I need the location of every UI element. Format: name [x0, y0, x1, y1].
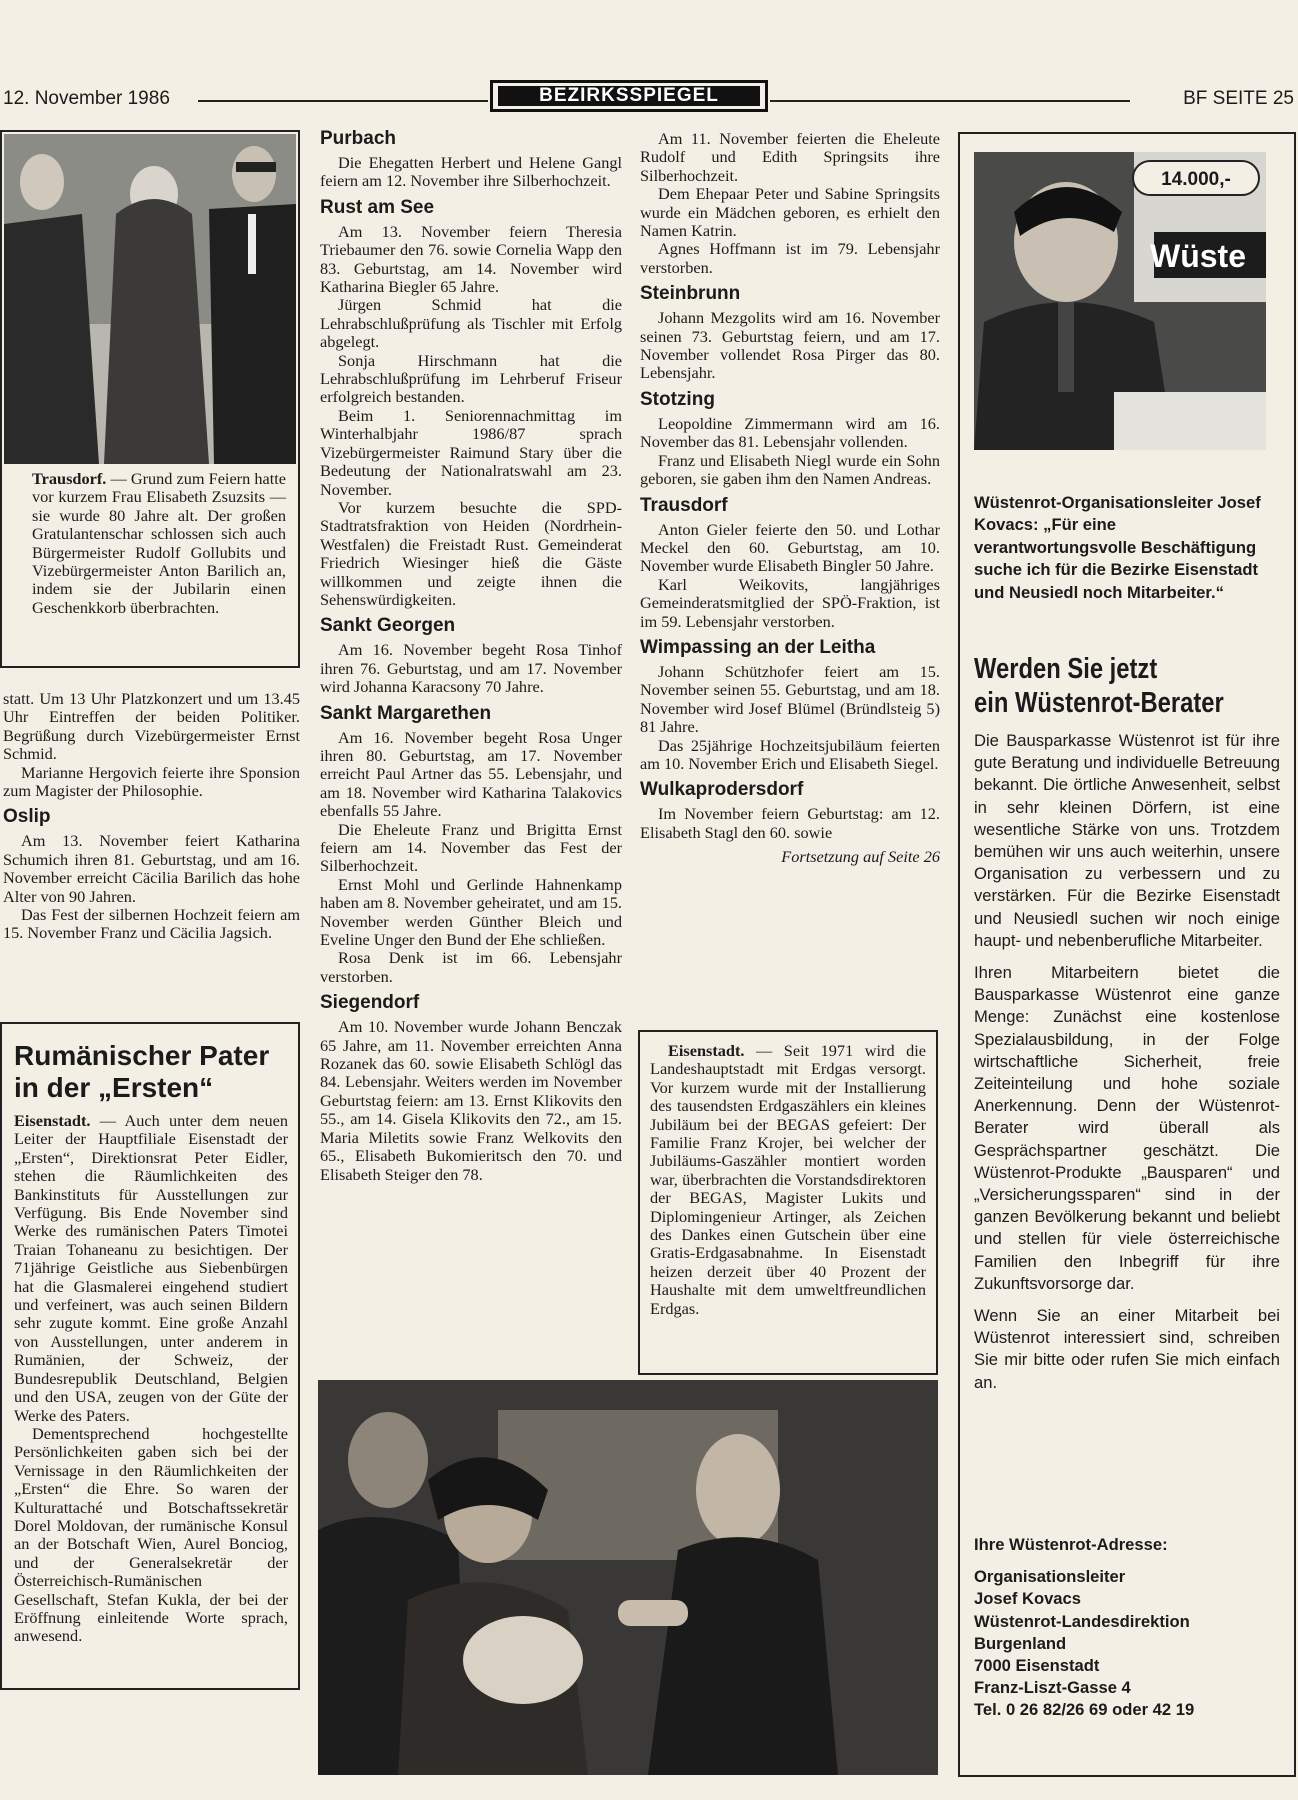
- caption-place: Trausdorf.: [32, 469, 107, 488]
- siegendorf-heading: Siegendorf: [320, 992, 420, 1014]
- paragraph: Die Bausparkasse Wüstenrot ist für ihre gute Beratung und individuelle Betreuung bekannt. Die örtliche Anwesenheit, selbst in sehr kleinen Dörfern, ist eine wesentliche Stärke von uns. Trotzdem bemühen wir uns auch weiterhin, unsere Organisation zu verbessern und zu verstärken. Für die Bezirke Eisenstadt und Neusiedl suchen wir noch einige haupt- und nebenberufliche Mitarbeiter.: [974, 731, 1280, 950]
- address-line: Franz-Liszt-Gasse 4: [974, 1678, 1131, 1698]
- col1-continuation: [3, 690, 300, 943]
- caption-text: — Grund zum Feiern hatte vor kurzem Frau Elisabeth Zsuzsits — sie wurde 80 Jahre alt. Der großen Gratulantenschar schlossen sich auch Bürgermeister Rudolf Gollubits und Vizebürgermeister Anton Barilich an, indem sie der Jubilarin einen Geschenkkorb überbrachten.: [32, 469, 286, 617]
- header-rule-right: [770, 100, 1130, 102]
- kovacs-photo-figures: [974, 152, 1266, 450]
- handshake-photo: [318, 1380, 938, 1775]
- paragraph: Ernst Mohl und Gerlinde Hahnenkamp haben am 8. November geheiratet, und am 15. November werden Günther Bleich und Eveline Unger den Bund der Ehe schließen.: [320, 874, 622, 950]
- paragraph: Beim 1. Seniorennachmittag im Winterhalbjahr 1986/87 sprach Vizebürgermeister Raimund Stary über die Bedeutung der Nationalratswahl am 23. November.: [320, 405, 622, 499]
- paragraph: Marianne Hergovich feierte ihre Sponsion zum Magister der Philosophie.: [3, 762, 300, 801]
- ad-photo-caption: Wüstenrot-Organisationsleiter Josef Kovacs: „Für eine verantwortungsvolle Beschäftigung suche ich für die Bezirke Eisenstadt und Neusiedl noch Mitarbeiter.“: [974, 493, 1261, 602]
- address-line: 7000 Eisenstadt: [974, 1656, 1100, 1676]
- section-banner: [490, 80, 768, 112]
- paragraph: Das 25jährige Hochzeitsjubiläum feierten am 10. November Erich und Elisabeth Siegel.: [640, 735, 940, 773]
- col3-local-news: [640, 130, 940, 867]
- paragraph: Leopoldine Zimmermann wird am 16. November das 81. Lebensjahr vollenden.: [640, 413, 940, 452]
- paragraph: Agnes Hoffmann ist im 79. Lebensjahr verstorben.: [640, 239, 940, 277]
- issue-date: 12. November 1986: [3, 88, 170, 109]
- paragraph: statt. Um 13 Uhr Platzkonzert und um 13.45 Uhr Eintreffen der beiden Politiker. Begrüßung durch Vizebürgermeister Ernst Schmid.: [3, 689, 300, 764]
- paragraph: — Seit 1971 wird die Landeshauptstadt mit Erdgas versorgt. Vor kurzem wurde mit der Installierung des tausendsten Erdgaszählers ein kleines Jubiläum bei der BEGAS gefeiert: Der Familie Franz Krojer, bei welcher der Jubiläums-Gaszähler montiert worden war, überbrachten die Vorstandsdirektoren der BEGAS, Magister Lukits und Diplomingenieur Artinger, als Zeichen des Dankes einen Gutschein über eine Gratis-Erdgasabnahme. In Eisenstadt heizen derzeit über 40 Prozent der Haushalte mit dem umweltfreundlichen Erdgas.: [650, 1041, 926, 1318]
- paragraph: Am 16. November begeht Rosa Tinhof ihren 76. Geburtstag, und am 17. November wird Johanna Karacsony 70 Jahre.: [320, 640, 622, 697]
- address-title: Ihre Wüstenrot-Adresse:: [974, 1535, 1168, 1554]
- wimpassing-heading: Wimpassing an der Leitha: [640, 636, 876, 658]
- georgen-heading: Sankt Georgen: [320, 615, 456, 637]
- header-rule-left: [198, 100, 488, 102]
- article-place: Eisenstadt.: [14, 1111, 91, 1130]
- continued-note: Fortsetzung auf Seite 26: [781, 847, 940, 867]
- paragraph: Rosa Denk ist im 66. Lebensjahr verstorben.: [320, 948, 622, 986]
- wuestenrot-ad: [958, 132, 1296, 1777]
- trausdorf-photo-figures: [4, 134, 296, 464]
- paragraph: Franz und Elisabeth Niegl wurde ein Sohn geboren, sie gaben ihm den Namen Andreas.: [640, 450, 940, 489]
- handshake-photo-figures: [318, 1380, 938, 1775]
- paragraph: Johann Schützhofer feiert am 15. November seinen 55. Geburtstag, und am 18. November wird Josef Blümel (Bründlsteig 5) 81 Jahre.: [640, 661, 940, 737]
- gas-jubilee-box: [638, 1030, 938, 1375]
- headline-line-2: in der „Ersten“: [14, 1072, 214, 1103]
- address-line: Organisationsleiter: [974, 1567, 1126, 1587]
- brand-sign: Wüste: [1150, 238, 1246, 274]
- rust-heading: Rust am See: [320, 196, 435, 218]
- trausdorf-photo-caption: [32, 470, 286, 617]
- box-place: Eisenstadt.: [668, 1041, 745, 1060]
- paragraph: Die Ehegatten Herbert und Helene Gangl feiern am 12. November ihre Silberhochzeit.: [320, 153, 622, 191]
- margarethen-heading: Sankt Margarethen: [320, 702, 492, 724]
- paragraph: Anton Gieler feierte den 50. und Lothar Meckel den 60. Geburtstag, am 10. November wurde Elisabeth Bingler 50 Jahre.: [640, 519, 940, 576]
- ad-address: [974, 1534, 1280, 1722]
- paragraph: Johann Mezgolits wird am 16. November seinen 73. Geburtstag feiern, und am 17. November vollendet Rosa Pirger das 80. Lebensjahr.: [640, 308, 940, 383]
- address-line: Josef Kovacs: [974, 1589, 1081, 1609]
- paragraph: — Auch unter dem neuen Leiter der Hauptfiliale Eisenstadt der „Ersten“, Direktionsrat Peter Eidler, stehen die Räumlichkeiten des Bankinstituts für Ausstellungen zur Verfügung. Bis Ende November sind Werke des rumänischen Paters Timotei Traian Tohaneanu zu besichtigen. Der 71jährige Geistliche aus Siebenbürgen hat die Glasmalerei eingehend studiert und verfeinert, was auch seinen Bildern sehr zugute kommt. Eine große Anzahl von Ausstellungen, unter anderem in Rumänien, der Schweiz, der Bundesrepublik Deutschland, Belgien und den USA, zeugen von der Güte der Werke des Paters.: [14, 1111, 288, 1425]
- paragraph: Sonja Hirschmann hat die Lehrabschlußprüfung im Lehrberuf Friseur erfolgreich bestanden.: [320, 350, 622, 407]
- trausdorf-photo: [4, 134, 296, 464]
- paragraph: Ihren Mitarbeitern bietet die Bausparkasse Wüstenrot eine ganze Menge: Zunächst eine kostenlose Spezialausbildung, in der Folge wirtschaftliche Sicherheit, freie Zeiteinteilung und hohe soziale Anerkennung. Denn der Wüstenrot-Berater wird überall als Gesprächspartner geschätzt. Die Wüstenrot-Produkte „Bausparen“ und „Versicherungssparen“ sind in der ganzen Bevölkerung bekannt und beliebt und stellen für viele österreichische Familien den Inbegriff für ihre Zukunftsvorsorge dar.: [974, 963, 1280, 1293]
- purbach-heading: Purbach: [320, 128, 397, 149]
- ad-headline: [974, 652, 1253, 720]
- steinbrunn-heading: Steinbrunn: [640, 283, 741, 305]
- ad-body: [974, 730, 1280, 1394]
- paragraph: Im November feiern Geburtstag: am 12. Elisabeth Stagl den 60. sowie: [640, 804, 940, 842]
- paragraph: Karl Weikovits, langjähriges Gemeinderatsmitglied der SPÖ-Fraktion, ist im 59. Lebensjahr verstorben.: [640, 574, 940, 631]
- paragraph: Jürgen Schmid hat die Lehrabschlußprüfung als Tischler mit Erfolg abgelegt.: [320, 295, 622, 352]
- paragraph: Dem Ehepaar Peter und Sabine Springsits wurde ein Mädchen geboren, es erhielt den Namen Katrin.: [640, 184, 940, 241]
- trausdorf-photo-box: [0, 130, 300, 668]
- oslip-heading: Oslip: [3, 806, 51, 828]
- paragraph: Dementsprechend hochgestellte Persönlichkeiten gaben sich bei der Vernissage in den Räumlichkeiten der „Ersten“ die Ehre. So waren der Kulturattaché und Botschaftssekretär Dorel Moldovan, der rumänische Konsul an der Botschaft Wien, Aurel Bonciog, und der Generalsekretär der Österreichisch-Rumänischen Gesellschaft, Stefan Kukla, der bei der Eröffnung einleitende Worte sprach, anwesend.: [14, 1423, 288, 1646]
- address-line: Tel. 0 26 82/26 69 oder 42 19: [974, 1700, 1195, 1720]
- section-title: BEZIRKSSPIEGEL: [498, 86, 760, 106]
- paragraph: Am 11. November feierten die Eheleute Rudolf und Edith Springsits ihre Silberhochzeit.: [640, 129, 940, 185]
- kovacs-photo: [974, 152, 1266, 450]
- paragraph: Am 13. November feiern Theresia Triebaumer den 76. sowie Cornelia Wapp den 83. Geburtstag, am 14. November wird Katharina Biegler 65 Jahre.: [320, 221, 622, 297]
- gas-jubilee-text: [650, 1042, 926, 1318]
- col2-local-news: [320, 128, 622, 1184]
- article-headline: [14, 1040, 269, 1104]
- ad-headline-line-1: Werden Sie jetzt: [974, 653, 1158, 685]
- paragraph: Am 16. November begeht Rosa Unger ihren 80. Geburtstag, am 17. November erreicht Paul Artner das 55. Lebensjahr, und am 18. November wird Katharina Talakovics ebenfalls 55 Jahre.: [320, 727, 622, 821]
- ad-headline-line-2: ein Wüstenrot-Berater: [974, 687, 1224, 719]
- headline-line-1: Rumänischer Pater: [14, 1040, 270, 1071]
- wulkaprodersdorf-heading: Wulkaprodersdorf: [640, 779, 804, 801]
- paragraph: Das Fest der silbernen Hochzeit feiern am 15. November Franz und Cäcilia Jagsich.: [3, 905, 300, 943]
- paragraph: Die Eheleute Franz und Brigitta Ernst feiern am 14. November das Fest der Silberhochzeit.: [320, 819, 622, 876]
- address-line: Wüstenrot-Landesdirektion: [974, 1611, 1190, 1631]
- paragraph: Wenn Sie an einer Mitarbeit bei Wüstenrot interessiert sind, schreiben Sie mir bitte oder rufen Sie mich einfach an.: [974, 1306, 1280, 1392]
- paragraph: Am 13. November feiert Katharina Schumich ihren 81. Geburtstag, und am 16. November erreicht Cäcilia Barilich das hohe Alter von 90 Jahren.: [3, 831, 300, 906]
- trausdorf-heading: Trausdorf: [640, 494, 728, 516]
- paragraph: Am 10. November wurde Johann Benczak 65 Jahre, am 11. November erreichten Anna Rozanek das 60. sowie Elisabeth Schlögl das 84. Lebensjahr. Weiters werden im November Geburtstag feiern: am 13. Ernst Klikovits den 55., am 14. Gisela Klikovits den 72., am 15. Maria Miletits sowie Franz Welkovits den 65., Elisabeth Bukomieritsch den 70. und Elisabeth Steiger den 78.: [320, 1017, 622, 1184]
- price-sign: 14.000,-: [1132, 160, 1260, 196]
- article-body: [14, 1112, 288, 1646]
- paragraph: Vor kurzem besuchte die SPD-Stadtratsfraktion von Heiden (Nordrhein-Westfalen) die Freistadt Rust. Gemeinderat Friedrich Wiesinger hieß die Gäste willkommen und zeigte ihnen die Sehenswürdigkeiten.: [320, 497, 622, 609]
- page-number: BF SEITE 25: [1183, 88, 1294, 109]
- article-romanian-pater: [0, 1022, 300, 1690]
- address-line: Burgenland: [974, 1633, 1067, 1653]
- stotzing-heading: Stotzing: [640, 388, 715, 410]
